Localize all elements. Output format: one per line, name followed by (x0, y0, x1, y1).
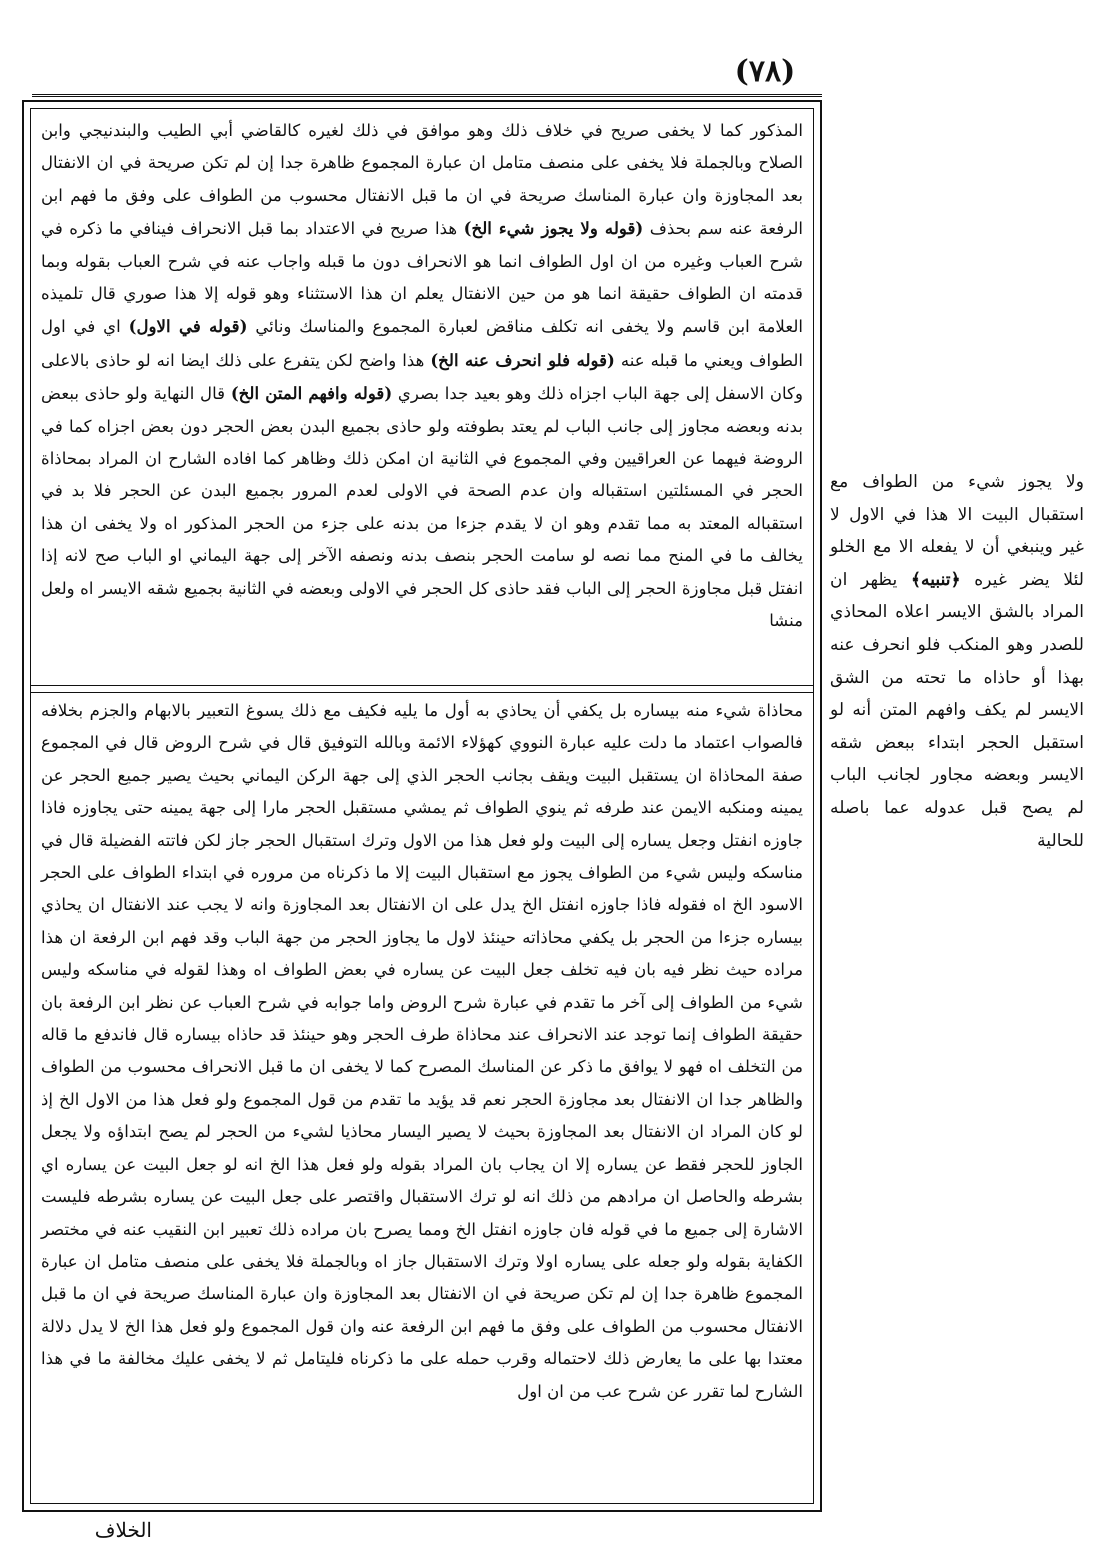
main-text-inner-frame (30, 108, 814, 1504)
top-rule (32, 94, 822, 97)
margin-note (830, 466, 1084, 857)
upper-keyword-4: (قوله وافهم المتن الخ) (230, 383, 393, 404)
upper-keyword-2: (قوله في الاول) (128, 316, 248, 337)
upper-keyword-3: (قوله فلو انحرف عنه الخ) (430, 349, 615, 370)
upper-text-3: اي في اول الطواف ويعني ما قبله عنه (41, 317, 803, 370)
main-text-frame (22, 100, 822, 1512)
margin-note-text-1: ولا يجوز شيء من الطواف مع استقبال البيت الا هذا في الاول لا غير وينبغي أن لا يفعله الا مع الخلو لئلا يضر غيره (830, 472, 1085, 590)
margin-note-paragraph (830, 466, 1084, 857)
upper-text-block (41, 115, 803, 679)
section-divider (31, 685, 813, 693)
upper-text-5: قال النهاية ولو حاذى ببعض بدنه وبعضه مجاوز إلى جانب الباب لم يعتد بطوفته ولو حاذى بجميع البدن بعض الحجر دون بعض اجزاه كما في الروضة فيهما عن العراقيين وفي المجموع في الثانية ان امكن ذلك وظاهر كما افاده الشارح ان المراد بمحاذاة الحجر في المسئلتين استقباله وان عدم الصحة في الاولى لعدم المرور بجميع البدن عن الحجر فلا بد في استقباله المعتد به مما تقدم وهو ان لا يقدم جزءا من بدنه على جزء من الحجر المذكور اه ولا يخفى ان هذا يخالف ما في المنح مما نصه لو سامت الحجر بنصف بدنه ونصفه الآخر إلى جهة اليماني او الباب صح لانه إذا انفتل قبل مجاوزة الحجر إلى الباب فقد حاذى كل الحجر في الاولى وبعضه في الثانية بجميع شقه الايسر اه ولعل منشا (41, 384, 803, 631)
upper-keyword-1: (قوله ولا يجوز شيء الخ) (463, 218, 644, 239)
upper-paragraph (41, 115, 803, 638)
page-number: (٧٨) (734, 54, 796, 89)
upper-text-4: هذا واضح لكن يتفرع على ذلك ايضا انه لو حاذى بالاعلى وكان الاسفل إلى جهة الباب اجزاه ذلك وهو بعيد جدا بصري (41, 350, 803, 404)
upper-text-2: هذا صريح في الاعتداد بما قبل الانحراف فينافي ما ذكره في شرح العباب وغيره من ان اول الطواف انما هو الانحراف دون ما قبله واجاب عنه في شرح العباب بقوله وبما قدمته ان الطواف حقيقة انما هو من حين الانفتال يعلم ان هذا الاستثناء وهو قوله إلا هذا صوري قال تلميذه العلامة ابن قاسم ولا يخفى انه تكلف مناقض لعبارة المجموع والمناسك ونائي (41, 219, 804, 337)
margin-note-text-2: يظهر ان المراد بالشق الايسر اعلاه المحاذي للصدر وهو المنكب فلو انحرف عنه بهذا أو حاذاه ما تحته من الشق الايسر لم يكف وافهم المتن أنه لو استقبل الحجر ابتداء ببعض شقه الايسر وبعضه مجاور لجانب الباب لم يصح قبل عدوله عما باصله للحالية (830, 569, 1084, 851)
upper-text-1: المذكور كما لا يخفى صريح في خلاف ذلك وهو موافق في ذلك لغيره كالقاضي أبي الطيب والبندنيجي وابن الصلاح وبالجملة فلا يخفى على منصف متامل ان عبارة المجموع ظاهرة جدا إن لم تكن صريحة في ان الانفتال بعد المجاوزة وان عبارة المناسك صريحة في ان ما قبل الانفتال محسوب من الطواف على وفق ما فهم ابن الرفعة عنه سم بحذف (41, 121, 803, 239)
catchword: الخلاف (94, 1518, 152, 1542)
margin-note-heading: ﴿تنبيه﴾ (910, 569, 961, 590)
lower-paragraph: محاذاة شيء منه بيساره بل يكفي أن يحاذي به أول ما يليه فكيف مع ذلك يسوغ التعبير بالابهام والجزم بخلافه فالصواب اعتماد ما دلت عليه عبارة النووي كهؤلاء الائمة وبالله التوفيق قال في شرح الروض قال في المجموع صفة المحاذاة ان يستقبل البيت ويقف بجانب الحجر الذي إلى جهة الركن اليماني بحيث يصير جميع الحجر عن يمينه ومنكبه الايمن عند طرفه ثم ينوي الطواف ثم يمشي مستقبل الحجر مارا إلى جهة يمينه حتى يجاوزه فاذا جاوزه انفتل وجعل يساره إلى البيت ولو فعل هذا من الاول وترك استقبال الحجر جاز لكن فاتته الفضيلة قال في مناسكه وليس شيء من الطواف يجوز مع استقبال البيت إلا ما ذكرناه من مروره في ابتداء الطواف على الحجر الاسود الخ اه فقوله فاذا جاوزه انفتل الخ يدل على ان الانفتال بعد المجاوزة وانه لا يجب عند الانفتال ان يحاذي بيساره جزءا من الحجر بل يكفي محاذاته حينئذ لاول ما يجاوز الحجر من جهة الباب وقد فهم ابن الرفعة ان هذا مراده حيث نظر فيه بان فيه تخلف جعل البيت عن يساره في بعض الطواف اه وهذا لقوله في مناسكه وليس شيء من الطواف إلى آخر ما تقدم في عبارة شرح الروض واما جوابه في شرح العباب عن نظر ابن الرفعة بان حقيقة الطواف إنما توجد عند الانحراف عند محاذاة طرف الحجر وهو حينئذ قد حاذاه بيساره قال فاندفع ما قاله من التخلف اه فهو لا يوافق ما ذكر عن المناسك المصرح كما لا يخفى ان ما قبل الانحراف محسوب من الطواف والظاهر جدا ان الانفتال بعد مجاوزة الحجر نعم قد يؤيد ما تقدم من قول المجموع ولو فعل هذا من الاول الخ إذ لو كان المراد ان الانفتال بعد المجاوزة بحيث لا يصير اليسار محاذيا لشيء من الحجر لم يصح ابتداؤه ولا يجعل الجاوز للحجر فقط عن يساره إلا ان يجاب بان المراد بقوله ولو فعل هذا الخ انه لو جعل البيت عن يساره اي بشرطه والحاصل ان مرادهم من ذلك انه لو ترك الاستقبال واقتصر على جعل البيت عن يساره بشرطه فليست الاشارة إلى جميع ما في قوله فان جاوزه انفتل الخ ومما يصرح بان مراده ذلك تعبير ابن النقيب عنه في مختصر الكفاية بقوله ولو جعله على يساره اولا وترك الاستقبال جاز اه وبالجملة فلا يخفى على منصف متامل ان عبارة المجموع ظاهرة جدا إن لم تكن صريحة في ان الانفتال بعد المجاوزة وان عبارة المناسك صريحة في ان ما قبل الانفتال محسوب من الطواف على وفق ما فهم ابن الرفعة عنه وان قول المجموع ولو فعل هذا الخ لا يدل دلالة معتدا بها على ما يعارض ذلك لاحتماله وقرب حمله على ما ذكرناه فليتامل ثم لا يخفى عليك مخالفة ما في هذا الشارح لما تقرر عن شرح عب من ان اول (41, 701, 803, 1401)
lower-text-block (41, 695, 803, 1503)
